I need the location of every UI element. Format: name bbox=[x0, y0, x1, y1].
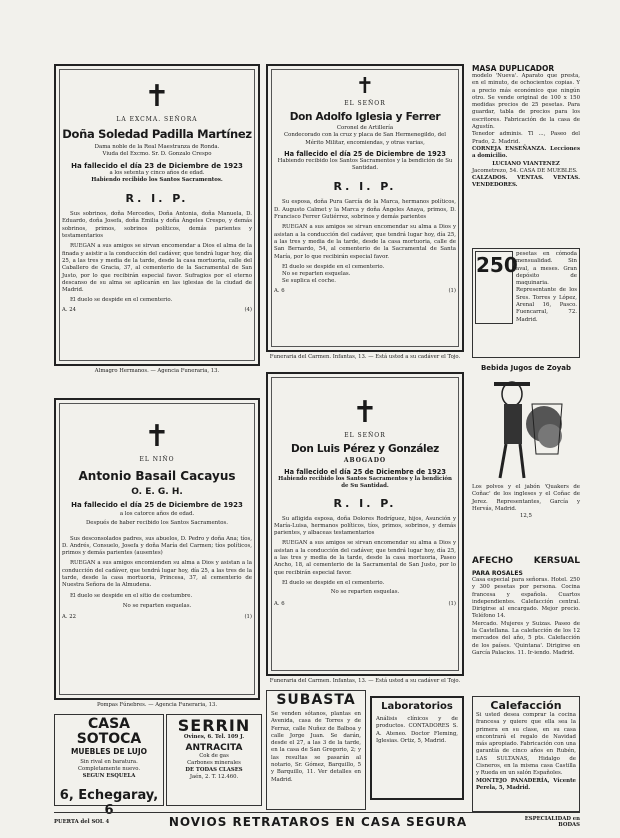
obituary-note: El duelo se despide en el cementerio. bbox=[70, 297, 173, 304]
ad-text: pesetas en cómoda mensualidad. Sin aval, a meses. Gran depósito de maquinaria. Representante de los Sres. Torres y López, Arenal 16, Pasco. Fuencarral, 72. Madrid. bbox=[516, 251, 577, 323]
obituary-name: Antonio Basail Cacayus bbox=[78, 469, 236, 483]
obituary-family: Sus sobrinos, doña Mercedes, Doña Antonia, doña Manuela, D. Eduardo, doña Josefa, doña Emilia y doña Ángeles Crespo, y demás sobrinos, primos, sobrinos políticos, demás parientes y testamentarios bbox=[62, 211, 252, 240]
ad-laboratorios bbox=[370, 696, 464, 800]
ad-title: Laboratorios bbox=[381, 701, 453, 712]
classified-text: Mercado. Mujeres y Suizas. Paseo de la Castellana. La calefacción de los 12 mercados del año, 5 pts. Calefacción de los países. 'Quintana'. Dirigirse en García Palacios. 11. Ir-iendo. Madrid. bbox=[472, 620, 580, 656]
banner-left: PUERTA del SOL 4 bbox=[54, 818, 110, 825]
obituary-soledad-padilla bbox=[54, 64, 260, 366]
cross-icon: ✝ bbox=[144, 419, 170, 454]
obituary-adolfo-iglesia bbox=[266, 64, 464, 352]
obituary-heading: LA EXCMA. SEÑORA bbox=[116, 116, 198, 123]
obituary-heading: EL SEÑOR bbox=[344, 432, 386, 439]
obituary-ref: A. 24 bbox=[62, 306, 76, 313]
ad-title: Calefacción bbox=[490, 699, 562, 712]
obituary-note: No se reparten esquelas. bbox=[122, 602, 192, 609]
ad-title: CASA SOTOCA bbox=[76, 716, 142, 747]
ad-ref: 12,5 bbox=[519, 513, 532, 520]
obituary-ref-number: (1) bbox=[448, 600, 456, 607]
obituary-death: Ha fallecido el día 25 de Diciembre de 1923 bbox=[284, 149, 446, 158]
ad-title: AFECHO bbox=[472, 556, 514, 566]
classified-text: CORNEJA ENSEÑANZA. Lecciones a domicilio. bbox=[472, 145, 580, 160]
ad-text: Si usted desea comprar la cocina francesa y quiere que ella sea la primera en su clase, en su casa encontrará el regalo de Navidad más apropiado. Fabricación con una garantía de cinco años en Rubén, LAS SULTANAS, Hidalgo de Cisneros, en la misma casa Castilla y Rueda en un salón Españoles. bbox=[476, 712, 576, 777]
ad-dr bbox=[472, 248, 580, 358]
obituary-ref-number: (1) bbox=[448, 287, 456, 294]
obituary-death: Ha fallecido el día 23 de Diciembre de 1923 bbox=[71, 161, 243, 170]
obituary-title: ABOGADO bbox=[343, 457, 387, 464]
ad-line: Carbones minerales bbox=[187, 760, 241, 766]
ad-number: 250 bbox=[475, 251, 513, 324]
ad-address: MONTEJO PANADERÍA, Vicente Perela, 5, Madrid. bbox=[476, 777, 576, 791]
cross-icon: ✝ bbox=[144, 79, 170, 114]
obituary-initials: O. E. G. H. bbox=[131, 487, 183, 497]
obituary-note: No se reparten esquelas. bbox=[282, 271, 351, 278]
ad-line: Ovines, 6. Tel. 109 J. bbox=[183, 734, 245, 740]
cross-icon: ✝ bbox=[352, 395, 378, 430]
ad-line: SEGUN ESQUELA bbox=[82, 773, 136, 779]
obituary-name: Doña Soledad Padilla Martínez bbox=[62, 127, 252, 141]
obituary-ref: A. 6 bbox=[274, 600, 285, 607]
bottom-banner bbox=[54, 812, 580, 830]
obituary-ref: A. 22 bbox=[62, 614, 76, 621]
ad-subasta bbox=[266, 690, 366, 810]
ad-title: SUBASTA bbox=[276, 692, 356, 708]
obituary-heading: EL SEÑOR bbox=[344, 100, 386, 107]
obituary-ref-number: (4) bbox=[244, 306, 252, 313]
ad-line: DE TODAS CLASES bbox=[185, 767, 243, 773]
ad-jugos bbox=[472, 364, 580, 554]
classifieds-column bbox=[472, 64, 580, 814]
classified-text: Jacometrezo, 54. CASA DE MUEBLES. bbox=[472, 167, 578, 174]
ad-address: 6, Echegaray, 6 bbox=[59, 788, 159, 818]
classified-text: Casa especial para señoras. Hotel. 250 y 300 pesetas por persona. Cocina francesa y española. Cuartos independientes. Calefacción central. Dirigirse al encargado. Mejor precio. Teléfono 14. bbox=[472, 577, 580, 620]
obituary-line: Dama noble de la Real Maestranza de Ronda. bbox=[94, 144, 220, 150]
agency-caption: Almagro Hermanos. — Agencia Funeraria, 13. bbox=[94, 368, 220, 374]
obituary-note: El duelo se despide en el cementerio. bbox=[282, 579, 385, 586]
obituary-family: Sus desconsolados padres, sus abuelos, D. Pedro y doña Ana; tíos, D. Andrés, Consuelo, Josefa y doña María del Carmen; tíos políticos, primos y demás parientes (ausentes) bbox=[62, 535, 252, 557]
ad-title: SERRIN bbox=[177, 716, 251, 735]
rip-label: R. I. P. bbox=[125, 192, 189, 206]
obituary-title: Coronel de Artillería bbox=[336, 125, 394, 131]
obituary-name: Don Adolfo Iglesia y Ferrer bbox=[289, 111, 441, 123]
obituary-sacraments: Habiendo recibido los Santos Sacramentos y la bendición de Su Santidad. bbox=[277, 157, 453, 172]
ad-header: MASA DUPLICADOR bbox=[472, 64, 555, 73]
agency-caption: Funeraria del Carmen. Infantas, 13. — Está usted a su cadáver el Tojo. bbox=[269, 354, 461, 360]
obituary-sacraments: Después de haber recibido los Santos Sacramentos. bbox=[85, 520, 229, 527]
obituary-request: RUEGAN a sus amigos se sirvan encomendar su alma a Dios y asistan a la conducción del cadáver, que tendrá lugar hoy, día 25, a las tres y media de la tarde, desde la casa mortuoria, calle de San Bernardo, 54, al cementerio de la Sacramental de Santa María, por lo que recibirán especial favor. bbox=[274, 224, 456, 260]
rip-label: R. I. P. bbox=[333, 180, 397, 194]
obituary-family: Su esposa, doña Pura García de la Marca, hermanos políticos, D. Augusto Calmet y la Marca y doña Ángeles Anaya, primos, D. Francisco Ferrer Gutiérrez, sobrinos y demás parientes bbox=[274, 199, 456, 221]
obituary-age: a los setenta y cinco años de edad. bbox=[109, 169, 205, 176]
obituary-antonio-basail bbox=[54, 398, 260, 700]
obituary-request: RUEGAN a sus amigos encomienden su alma a Dios y asistan a la conducción del cadáver, que tendrá lugar hoy, día 25, a las tres de la tarde, desde la casa mortuoria, Princesa, 37, al cementerio de Nuestra Señora de la Almudena. bbox=[62, 560, 252, 589]
ad-title: KERSUAL bbox=[533, 556, 580, 566]
obituary-note: No se reparten esquelas. bbox=[330, 589, 400, 596]
obituary-ref: A. 6 bbox=[274, 287, 285, 294]
banner-right: ESPECIALIDAD en BODAS bbox=[524, 815, 580, 828]
ad-subtitle: MUEBLES DE LUJO bbox=[70, 747, 148, 756]
ad-calefaccion bbox=[472, 696, 580, 812]
classified-text: CALZADOS. VENTAS. VENTAS. VENDEDORES. bbox=[472, 175, 580, 189]
obituary-request: RUEGAN a sus amigos se sirvan encomendar su alma a Dios y asistan a la conducción del cadáver, que tendrá lugar hoy, día 25, a las tres y media de la tarde, desde la casa mortuoria, Paseo Ancho, 18, al cementerio de la Sacramental de San Justo, por lo que recibirán especial favor. bbox=[274, 540, 456, 576]
obituary-luis-perez bbox=[266, 372, 464, 676]
obituary-note: Se suplica el coche. bbox=[282, 278, 336, 285]
classified-text: LUCIANO VIANTENEZ bbox=[492, 160, 560, 167]
ad-line: Jaén, 2. T. 12.460. bbox=[189, 774, 239, 780]
obituary-sacraments: Habiendo recibido los Santos Sacramentos y la bendición de Su Santidad. bbox=[278, 476, 452, 490]
ad-text: Los polvos y el jabón 'Quakers de Coñac' de los ingleses y el Coñac de Jerez. Representantes, García y Hervás, Madrid. bbox=[472, 484, 580, 512]
ad-subtitle: PARA ROSALES bbox=[472, 570, 523, 577]
obituary-death: Ha fallecido el día 25 de Diciembre de 1923 bbox=[284, 468, 446, 476]
ad-serrin bbox=[166, 714, 262, 806]
ad-line: Sin rival en baratura. bbox=[80, 759, 138, 765]
obituary-line: Condecorado con la cruz y placa de San Hermenegildo, del Mérito Militar, encomiendas, y otras varias, bbox=[283, 132, 447, 146]
ad-text: Análisis clínicos y de productos. CONTADORES S. A. Ateneo. Doctor Fleming, Iglesias. Ortiz, 5, Madrid. bbox=[376, 716, 458, 744]
obituary-heading: EL NIÑO bbox=[139, 456, 175, 463]
ad-line: Completamente nuevo. bbox=[77, 766, 141, 772]
ad-line: ANTRACITA bbox=[185, 743, 243, 753]
obituary-note: El duelo se despide en el cementerio. bbox=[282, 263, 385, 270]
cross-icon: ✝ bbox=[355, 74, 375, 99]
ad-illustration bbox=[472, 374, 580, 484]
ad-casa-sotoca bbox=[54, 714, 164, 818]
obituary-name: Don Luis Pérez y González bbox=[291, 443, 439, 455]
ad-text: Se venden sótanos, plantas en Avenida, casa de Torres y de Ferraz, calle Nuñez de Balboa y calle Jorge Juan. Se darán, desde el 27, a las 3 de la tarde, en la casa de San Gregorio, 2; y las resultas se pasarán al notario, Sr. Gómez, Barquillo, 5 y Barquillo, 11. Ver detalles en Madrid. bbox=[271, 711, 361, 783]
obituary-note: El duelo se despide en el sitio de costumbre. bbox=[70, 592, 193, 599]
obituary-sacraments: Habiendo recibido los Santos Sacramentos. bbox=[91, 176, 223, 183]
obituary-age: a los catorce años de edad. bbox=[119, 511, 195, 517]
agency-caption: Funeraria del Carmen. Infantas, 13. — Está usted a su cadáver el Tojo. bbox=[269, 678, 461, 684]
obituary-request: RUEGAN a sus amigos se sirvan encomendar a Dios el alma de la finada y asistir a la conducción del cadáver, que tendrá lugar hoy, día 25, a las tres y media de la tarde, desde la casa mortuoria, calle del Caballero de Gracia, 37, al cementerio de la Sacramental de San Justo, por lo que recibirán especial favor. Sufragios por el eterno descanso de su alma se aplicarán en las iglesias de la ciudad de Madrid. bbox=[62, 243, 252, 294]
rip-label: R. I. P. bbox=[333, 496, 397, 510]
classified-text: Tenedor adminis. Tl ..., Paseo del Prado, 2. Madrid. bbox=[472, 131, 580, 145]
obituary-line: Viuda del Excmo. Sr. D. Gonzalo Crespo bbox=[102, 151, 212, 158]
ad-title: Bebida Jugos de Zoyab bbox=[480, 364, 572, 372]
obituary-family: Su afligida esposa, doña Dolores Rodríguez, hijos, Asunción y María-Luisa, hermanos políticos, tíos, primos, sobrinos, y demás parientes, y albaceas testamentarios bbox=[274, 515, 456, 537]
obituary-death: Ha fallecido el día 25 de Diciembre de 1923 bbox=[71, 501, 243, 509]
classified-text: modelo 'Nueva'. Aparato que presta, en el minuto, de ochocientos copias. Y a precio más económico que ningún otro. Se vende original de 100 x 150 medidas precios de 25 pesetas. Para guardar, tabla de precios para los escritores. Fabricación de la casa de Agustín. bbox=[472, 73, 580, 131]
ad-line: Cok de gas bbox=[199, 753, 229, 759]
banner-center: NOVIOS RETRATAROS EN CASA SEGURA bbox=[168, 814, 468, 829]
agency-caption: Pompas Fúnebres. — Agencia Funeraria, 13. bbox=[96, 702, 218, 708]
obituary-ref-number: (1) bbox=[244, 614, 252, 621]
